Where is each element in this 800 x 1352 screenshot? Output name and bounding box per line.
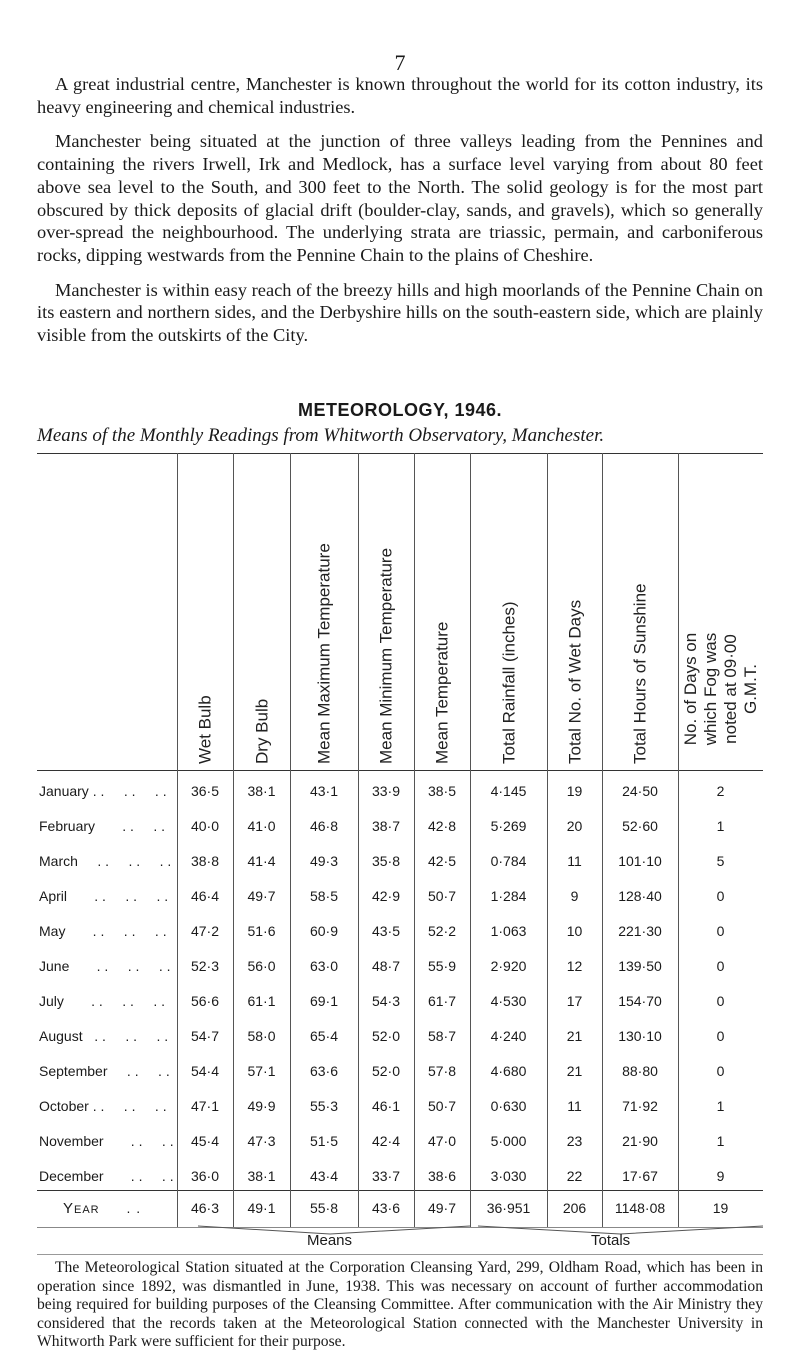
cell-wet-bulb: 38·8 xyxy=(190,853,220,869)
column-header-fog-days: No. of Days on which Fog was noted at 09·00 G.M.T. xyxy=(680,632,760,746)
cell-sunshine: 130·10 xyxy=(618,1028,662,1044)
cell-rainfall: 0·784 xyxy=(490,853,527,869)
cell-mean-temp: 50·7 xyxy=(427,1098,457,1114)
cell-mean-min: 48·7 xyxy=(371,958,401,974)
cell-mean-max: 58·5 xyxy=(309,888,339,904)
year-label-dots: . . xyxy=(126,1200,142,1216)
cell-mean-min: 33·7 xyxy=(371,1168,401,1184)
cell-mean-min: 42·4 xyxy=(371,1133,401,1149)
cell-fog-days: 1 xyxy=(716,818,725,834)
cell-mean-temp: 50·7 xyxy=(427,888,457,904)
cell-mean-max: 43·4 xyxy=(309,1168,339,1184)
cell-fog-days: 0 xyxy=(716,888,725,904)
cell-wet-bulb: 40·0 xyxy=(190,818,220,834)
cell-mean-min: 42·9 xyxy=(371,888,401,904)
intro-text xyxy=(37,73,763,359)
year-mean-temp: 49·7 xyxy=(427,1200,457,1216)
cell-wet-days: 11 xyxy=(567,853,582,869)
cell-rainfall: 0·630 xyxy=(490,1098,527,1114)
means-totals-brackets xyxy=(0,1225,800,1245)
cell-sunshine: 128·40 xyxy=(618,888,662,904)
column-header-wet-days: Total No. of Wet Days xyxy=(565,599,584,764)
cell-dry-bulb: 57·1 xyxy=(247,1063,276,1079)
cell-dry-bulb: 49·7 xyxy=(247,888,276,904)
cell-mean-temp: 47·0 xyxy=(427,1133,457,1149)
cell-wet-bulb: 36·5 xyxy=(190,783,220,799)
cell-rainfall: 4·530 xyxy=(490,993,527,1009)
cell-rainfall: 4·145 xyxy=(490,783,527,799)
cell-sunshine: 154·70 xyxy=(618,993,662,1009)
paragraph-location: Manchester is within easy reach of the breezy hills and high moorlands of the Pennine Chain on its eastern and northern sides, and the Derbyshire hills on the south-eastern side, which are plainly visible from the outskirts of the City. xyxy=(37,279,763,346)
column-header-mean-max: Mean Maximum Temperature xyxy=(314,543,334,764)
column-header-mean-temp: Mean Temperature xyxy=(432,621,452,764)
cell-fog-days: 0 xyxy=(716,993,725,1009)
cell-wet-bulb: 54·4 xyxy=(190,1063,220,1079)
cell-mean-max: 55·3 xyxy=(309,1098,339,1114)
cell-mean-max: 63·0 xyxy=(309,958,339,974)
cell-fog-days: 9 xyxy=(716,1168,725,1184)
cell-dry-bulb: 41·4 xyxy=(247,853,276,869)
month-label: August . . . . . . xyxy=(39,1028,169,1044)
cell-sunshine: 71·92 xyxy=(622,1098,658,1114)
year-mean-max: 55·8 xyxy=(309,1200,339,1216)
cell-wet-days: 21 xyxy=(566,1063,583,1079)
cell-wet-bulb: 45·4 xyxy=(190,1133,220,1149)
column-header-sunshine: Total Hours of Sunshine xyxy=(630,583,650,764)
cell-sunshine: 88·80 xyxy=(622,1063,658,1079)
cell-fog-days: 1 xyxy=(716,1133,725,1149)
header-bottom-rule xyxy=(37,770,763,771)
cell-mean-temp: 55·9 xyxy=(427,958,457,974)
cell-mean-temp: 52·2 xyxy=(427,923,457,939)
cell-wet-days: 22 xyxy=(566,1168,583,1184)
totals-label: Totals xyxy=(591,1232,631,1249)
cell-wet-days: 23 xyxy=(566,1133,583,1149)
cell-rainfall: 4·240 xyxy=(490,1028,527,1044)
cell-mean-min: 52·0 xyxy=(371,1028,401,1044)
cell-sunshine: 101·10 xyxy=(618,853,662,869)
month-label: July . . . . . . xyxy=(39,993,166,1009)
table-row xyxy=(37,773,763,810)
year-fog-days: 19 xyxy=(712,1200,729,1216)
cell-rainfall: 2·920 xyxy=(490,958,527,974)
cell-fog-days: 0 xyxy=(716,958,725,974)
month-label: March . . . . . . xyxy=(39,853,172,869)
year-sunshine: 1148·08 xyxy=(614,1200,666,1216)
column-header-mean-min: Mean Minimum Temperature xyxy=(376,547,396,764)
cell-mean-min: 43·5 xyxy=(371,923,401,939)
table-row xyxy=(37,878,763,915)
year-rainfall: 36·951 xyxy=(486,1200,531,1216)
cell-mean-min: 35·8 xyxy=(371,853,401,869)
table-top-rule xyxy=(37,453,763,454)
cell-wet-bulb: 46·4 xyxy=(190,888,220,904)
cell-mean-min: 33·9 xyxy=(371,783,401,799)
cell-fog-days: 0 xyxy=(716,1028,725,1044)
cell-wet-bulb: 52·3 xyxy=(190,958,220,974)
table-caption: Means of the Monthly Readings from Whitworth Observatory, Manchester. xyxy=(37,425,605,446)
cell-wet-days: 17 xyxy=(566,993,583,1009)
cell-wet-bulb: 54·7 xyxy=(190,1028,220,1044)
cell-dry-bulb: 58·0 xyxy=(247,1028,276,1044)
footnote-top-rule xyxy=(37,1254,763,1255)
table-row xyxy=(37,983,763,1020)
table-row xyxy=(37,948,763,985)
table-row xyxy=(37,1088,763,1125)
cell-dry-bulb: 38·1 xyxy=(247,1168,276,1184)
cell-wet-days: 21 xyxy=(566,1028,583,1044)
cell-wet-days: 11 xyxy=(567,1098,582,1114)
cell-dry-bulb: 51·6 xyxy=(247,923,276,939)
cell-sunshine: 17·67 xyxy=(622,1168,658,1184)
year-wet-days: 206 xyxy=(562,1200,587,1216)
cell-dry-bulb: 47·3 xyxy=(247,1133,276,1149)
cell-wet-days: 9 xyxy=(570,888,579,904)
year-mean-min: 43·6 xyxy=(371,1200,401,1216)
cell-wet-bulb: 36·0 xyxy=(190,1168,220,1184)
column-header-dry-bulb: Dry Bulb xyxy=(252,698,271,764)
month-label: September . . . . xyxy=(39,1063,170,1079)
month-label: January . . . . . . xyxy=(39,783,167,799)
cell-dry-bulb: 41·0 xyxy=(247,818,276,834)
cell-mean-min: 46·1 xyxy=(371,1098,401,1114)
cell-wet-bulb: 47·2 xyxy=(190,923,220,939)
cell-wet-bulb: 47·1 xyxy=(190,1098,220,1114)
year-wet-bulb: 46·3 xyxy=(190,1200,220,1216)
paragraph-geology: Manchester being situated at the junction of three valleys leading from the Pennines and containing the rivers Irwell, Irk and Medlock, has a surface level varying from about 80 feet above sea level to the South, and 300 feet to the North. The solid geology is for the most part obscured by thick deposits of glacial drift (boulder-clay, sands, and gravels), which so generally over-spread the neighbourhood. The underlying strata are triassic, permain, and carboniferous rocks, dipping westwards from the Pennine Chain to the plains of Cheshire. xyxy=(37,131,763,265)
cell-mean-max: 60·9 xyxy=(309,923,339,939)
cell-dry-bulb: 49·9 xyxy=(247,1098,276,1114)
month-label: November . . . . xyxy=(39,1133,174,1149)
month-label: June . . . . . . xyxy=(39,958,171,974)
year-row xyxy=(37,1190,763,1227)
cell-sunshine: 52·60 xyxy=(622,818,658,834)
cell-wet-bulb: 56·6 xyxy=(190,993,220,1009)
cell-mean-temp: 57·8 xyxy=(427,1063,457,1079)
cell-wet-days: 19 xyxy=(566,783,583,799)
cell-dry-bulb: 38·1 xyxy=(247,783,276,799)
cell-fog-days: 1 xyxy=(716,1098,725,1114)
column-header-wet-bulb: Wet Bulb xyxy=(195,695,215,764)
footnote: The Meteorological Station situated at the Corporation Cleansing Yard, 299, Oldham Road, which has been in operation since 1892, was dismantled in June, 1938. This was necessary on account of further accommodation being required for building purposes of the Cleansing Committee. After communication with the Air Ministry they considered that the records taken at the Meteorological Station connected with the Manchester University in Whitworth Park were sufficient for their purpose. xyxy=(37,1259,763,1350)
cell-rainfall: 3·030 xyxy=(490,1168,527,1184)
cell-sunshine: 139·50 xyxy=(618,958,662,974)
cell-mean-max: 43·1 xyxy=(309,783,339,799)
cell-fog-days: 2 xyxy=(716,783,725,799)
month-label: May . . . . . . xyxy=(39,923,167,939)
table-row xyxy=(37,1053,763,1090)
cell-fog-days: 0 xyxy=(716,1063,725,1079)
table-row xyxy=(37,808,763,845)
month-label: December . . . . xyxy=(39,1168,174,1184)
page-number: 7 xyxy=(394,50,406,75)
cell-rainfall: 5·000 xyxy=(490,1133,527,1149)
cell-mean-temp: 61·7 xyxy=(427,993,457,1009)
cell-wet-days: 12 xyxy=(566,958,583,974)
cell-mean-max: 49·3 xyxy=(309,853,339,869)
cell-mean-min: 52·0 xyxy=(371,1063,401,1079)
cell-fog-days: 5 xyxy=(716,853,725,869)
cell-rainfall: 5·269 xyxy=(490,818,527,834)
cell-mean-max: 63·6 xyxy=(309,1063,339,1079)
cell-mean-temp: 42·5 xyxy=(427,853,457,869)
cell-mean-temp: 38·5 xyxy=(427,783,457,799)
cell-mean-temp: 38·6 xyxy=(427,1168,457,1184)
section-heading: METEOROLOGY, 1946. xyxy=(297,400,503,420)
month-label: October . . . . . . xyxy=(39,1098,167,1114)
cell-mean-min: 54·3 xyxy=(371,993,401,1009)
year-label-text: Year xyxy=(63,1200,100,1217)
cell-dry-bulb: 61·1 xyxy=(247,993,276,1009)
cell-mean-max: 51·5 xyxy=(309,1133,339,1149)
cell-wet-days: 20 xyxy=(566,818,583,834)
cell-mean-temp: 58·7 xyxy=(427,1028,457,1044)
cell-mean-max: 65·4 xyxy=(309,1028,339,1044)
year-label xyxy=(37,1190,173,1227)
cell-fog-days: 0 xyxy=(716,923,725,939)
means-label: Means xyxy=(307,1232,353,1249)
cell-rainfall: 4·680 xyxy=(490,1063,527,1079)
cell-dry-bulb: 56·0 xyxy=(247,958,276,974)
cell-mean-max: 46·8 xyxy=(309,818,339,834)
table-row xyxy=(37,1018,763,1055)
cell-mean-max: 69·1 xyxy=(309,993,339,1009)
table-row xyxy=(37,1123,763,1160)
cell-sunshine: 221·30 xyxy=(618,923,662,939)
month-label: February . . . . xyxy=(39,818,166,834)
column-header-rainfall: Total Rainfall (inches) xyxy=(499,601,518,764)
cell-mean-min: 38·7 xyxy=(371,818,401,834)
cell-sunshine: 21·90 xyxy=(622,1133,658,1149)
cell-sunshine: 24·50 xyxy=(622,783,658,799)
year-dry-bulb: 49·1 xyxy=(247,1200,276,1216)
cell-rainfall: 1·284 xyxy=(490,888,527,904)
cell-mean-temp: 42·8 xyxy=(427,818,457,834)
table-row xyxy=(37,913,763,950)
cell-rainfall: 1·063 xyxy=(490,923,527,939)
cell-wet-days: 10 xyxy=(566,923,583,939)
table-row xyxy=(37,843,763,880)
month-label: April . . . . . . xyxy=(39,888,169,904)
paragraph-industry: A great industrial centre, Manchester is known throughout the world for its cotton industry, its heavy engineering and chemical industries. xyxy=(37,74,763,117)
